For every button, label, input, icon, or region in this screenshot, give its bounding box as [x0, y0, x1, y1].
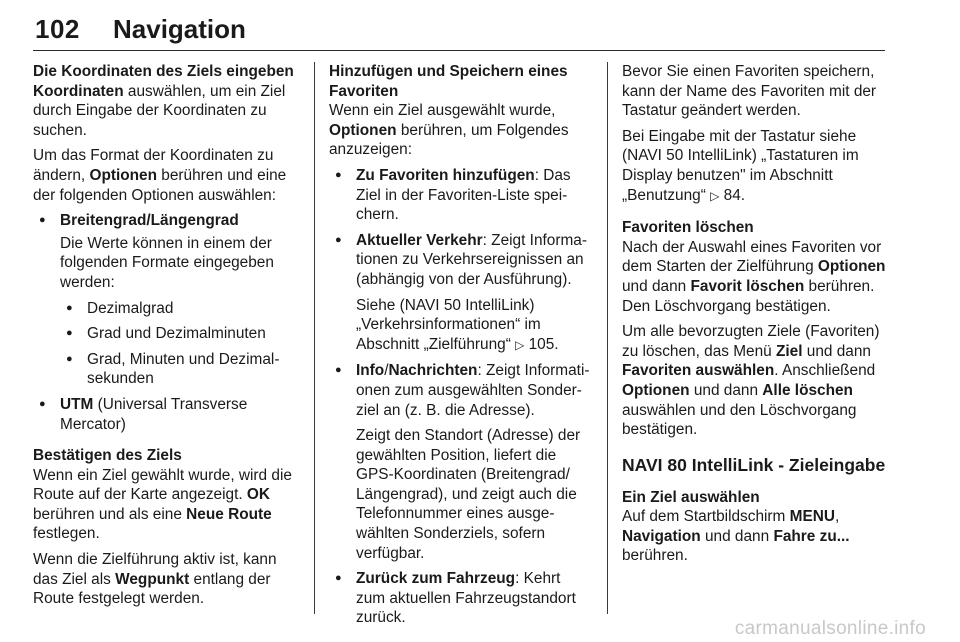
column-divider-1: [314, 62, 315, 614]
text: Wenn ein Ziel ausgewählt wurde,: [329, 102, 556, 120]
section-title: Navigation: [113, 14, 246, 44]
bold-term: MENU: [789, 508, 835, 526]
bold-term: Alle löschen: [762, 381, 853, 399]
text: berühren und als eine: [33, 505, 187, 523]
text: entlang der Route festgelegt werden.: [33, 570, 271, 608]
paragraph: [33, 466, 301, 544]
paragraph: Bevor Sie einen Favoriten speichern, kann der Name des Favoriten mit der Tastatur geändert werden.: [622, 63, 877, 120]
text: berühren, um Folgendes anzuzeigen:: [329, 121, 569, 159]
text: Siehe (NAVI 50 IntelliLink) „Verkehrsinformationen“ im Abschnitt „Zielführung“: [356, 296, 541, 353]
text: berühren.: [622, 547, 688, 565]
text: 105.: [524, 335, 559, 353]
bold-term: Optionen: [89, 166, 158, 184]
subheading: Bestätigen des Ziels: [33, 447, 182, 465]
options-list: [33, 211, 301, 434]
paragraph: [622, 322, 887, 440]
column-1: [33, 62, 301, 615]
text: ,: [834, 508, 840, 526]
list-item: ● Grad, Minuten und Dezimalsekunden: [60, 350, 301, 389]
section-heading: NAVI 80 IntelliLink - Zieleingabe: [622, 454, 886, 475]
subheading: Hinzufügen und Speichern eines Favoriten: [329, 63, 568, 100]
text: berühren. Den Löschvorgang bestätigen.: [622, 277, 875, 315]
bold-term: Favoriten auswählen: [622, 362, 775, 380]
bold-term: UTM: [60, 395, 94, 413]
text: und dann: [689, 381, 763, 399]
text: 84.: [719, 186, 746, 204]
bold-term: Zurück zum Fahrzeug: [356, 570, 516, 588]
text: Die Werte können in einem der folgenden Formate eingegeben werden:: [60, 234, 274, 291]
watermark: carmanualsonline.info: [734, 618, 926, 639]
bold-term: Breitengrad/Längengrad: [60, 212, 239, 230]
paragraph: [33, 550, 301, 609]
text: Nach der Auswahl eines Favoriten vor dem Starten der Zielführung: [622, 238, 882, 276]
text: . Anschließend: [774, 362, 876, 380]
page-number: 102: [35, 14, 80, 44]
list-item: [329, 361, 593, 563]
reference: [356, 296, 593, 356]
bold-term: Ziel: [776, 342, 803, 360]
paragraph: [33, 62, 301, 140]
text: Bei Eingabe mit der Tastatur siehe (NAVI 50 IntelliLink) „Tastaturen im Display benutzen" im Abschnitt „Benutzung“: [622, 127, 859, 204]
bold-term: Die Koordinaten des Ziels eingeben Koordinaten: [33, 63, 294, 100]
page-ref-arrow-icon: ▷: [515, 337, 525, 352]
text: festlegen.: [33, 525, 100, 543]
text: : Zeigt Informationen zum ausgewählten Sonderziel an (z. B. die Adresse).: [356, 362, 590, 419]
bold-term: Zu Favoriten hinzufügen: [356, 166, 535, 184]
text: Um das Format der Koordinaten zu ändern,: [33, 147, 274, 184]
bold-term: OK: [246, 486, 270, 504]
paragraph: [622, 238, 887, 316]
text: Um alle bevorzugten Ziele (Favoriten) zu löschen, das Menü: [622, 323, 880, 360]
text: : Das Ziel in der Favoriten-Liste speichern.: [356, 166, 571, 224]
text: auswählen und den Löschvorgang bestätigen.: [622, 401, 857, 439]
list-item: [33, 211, 301, 389]
list-item: ● Dezimalgrad: [60, 299, 301, 319]
bold-term: Favorit löschen: [690, 277, 805, 295]
list-item: ● Grad und Dezimalminuten: [60, 324, 301, 344]
bold-term: Navigation: [622, 527, 701, 545]
column-divider-2: [607, 62, 608, 614]
paragraph: [622, 507, 887, 566]
bold-term: Info: [356, 362, 385, 380]
bold-term: Fahre zu...: [773, 527, 850, 545]
text: Wenn die Zielführung aktiv ist, kann das Ziel als: [33, 551, 277, 588]
paragraph: [622, 127, 887, 206]
column-3: [622, 62, 887, 572]
text: Wenn ein Ziel gewählt wurde, wird die Route auf der Karte angezeigt.: [33, 466, 292, 504]
text: und dann: [802, 342, 871, 360]
text: und dann: [622, 277, 691, 295]
page-header: [33, 14, 885, 48]
text: berühren und eine der folgenden Optionen auswählen:: [33, 166, 287, 204]
text: auswählen, um ein Ziel durch Eingabe der Koordinaten zu suchen.: [33, 82, 286, 139]
options-list: [329, 166, 593, 628]
bold-term: Optionen: [817, 258, 886, 276]
text: : Zeigt Informationen zu Verkehrsereignissen an (abhängig von der Ausführung).: [356, 231, 587, 288]
text: (Universal Transverse Mercator): [60, 395, 248, 433]
paragraph: [33, 146, 301, 205]
list-item: [33, 395, 301, 434]
paragraph: [329, 101, 593, 160]
text: Zeigt den Standort (Adresse) der gewählten Position, liefert die GPS-Koordinaten (Breitengrad/ Längengrad), und zeigt auch die Telefonnummer eines ausgewählten Sonderziels, sofern verfügbar.: [356, 427, 581, 562]
text: Auf dem Startbildschirm: [622, 508, 790, 526]
bold-term: Wegpunkt: [115, 570, 190, 588]
bold-term: Optionen: [329, 121, 397, 139]
bold-term: Optionen: [622, 381, 690, 399]
bold-term: Neue Route: [186, 505, 272, 523]
text: : Kehrt zum aktuellen Fahrzeugstandort zurück.: [356, 570, 576, 627]
bold-term: Aktueller Verkehr: [356, 231, 483, 249]
header-divider: [33, 50, 885, 51]
column-2: [329, 62, 593, 636]
subheading: Favoriten löschen: [622, 219, 754, 237]
text: und dann: [700, 527, 774, 545]
page-ref-arrow-icon: ▷: [710, 188, 720, 203]
list-item: [329, 166, 593, 225]
subheading: Ein Ziel auswählen: [622, 488, 760, 506]
list-item: [329, 231, 593, 356]
list-item: [329, 569, 593, 628]
text: /: [384, 362, 389, 380]
bold-term: Nachrichten: [388, 362, 478, 380]
format-list: [60, 299, 301, 389]
